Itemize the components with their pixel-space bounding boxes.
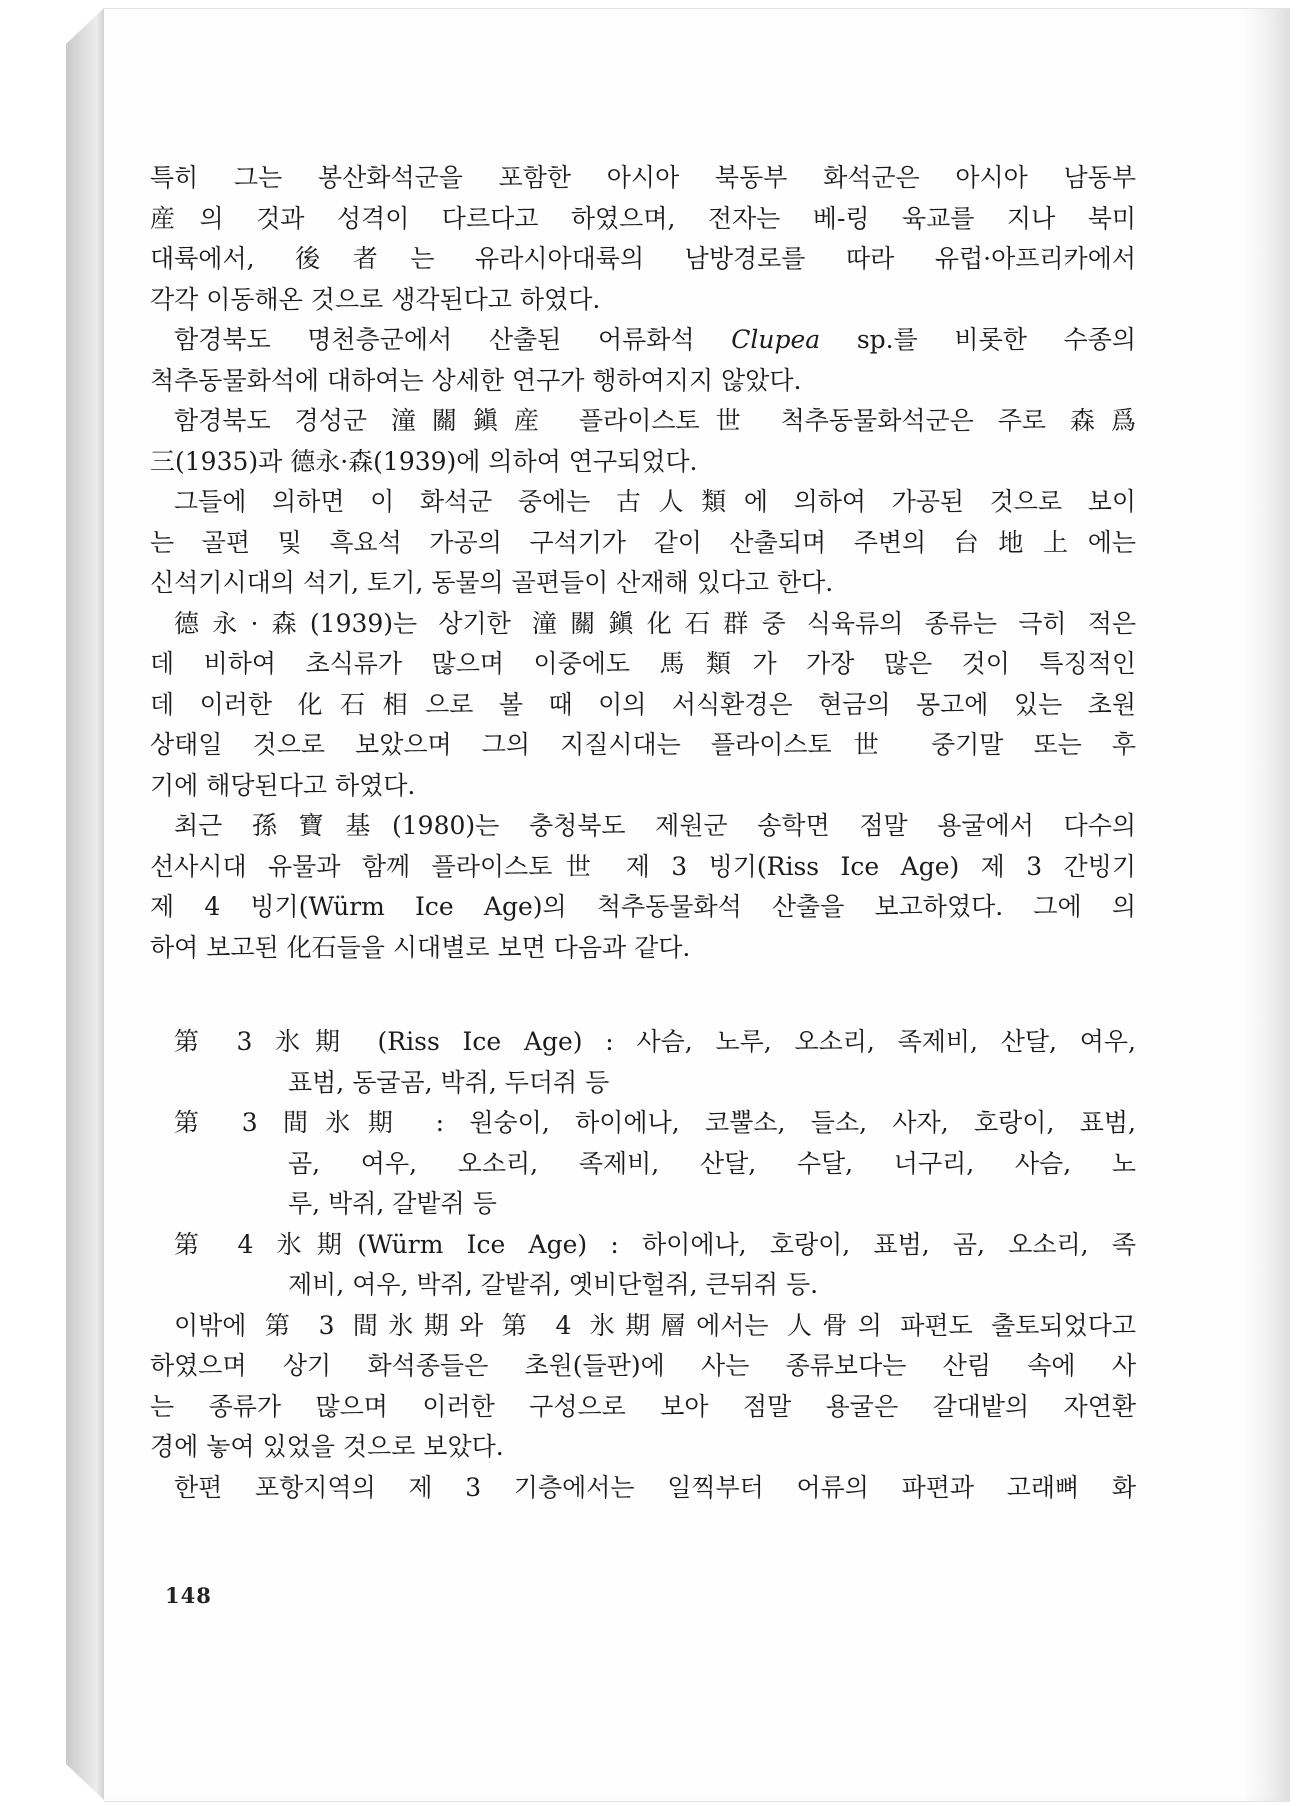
text-line: 기에 해당된다고 하였다. <box>150 770 416 800</box>
paragraph-3 <box>150 401 1136 482</box>
section-gap <box>150 968 1136 1022</box>
text-line: 표범, 동굴곰, 박쥐, 두더쥐 등 <box>288 1067 610 1097</box>
text-line: 第 4 氷期(Würm Ice Age) : 하이에나, 호랑이, 표범, 곰, 오소리, 족 <box>174 1229 1136 1259</box>
species-name: Clupea <box>731 325 821 354</box>
text-line: 하였으며 상기 화석종들은 초원(들판)에 사는 종류보다는 산림 속에 사 <box>150 1351 1136 1380</box>
text-line <box>150 320 1136 361</box>
text-line: 루, 박쥐, 갈밭쥐 등 <box>288 1189 497 1218</box>
text-line: 곰, 여우, 오소리, 족제비, 산달, 수달, 너구리, 사슴, 노 <box>288 1148 1136 1178</box>
fauna-list-item-wurm <box>174 1225 1136 1306</box>
paragraph-2 <box>150 320 1136 401</box>
text-line: 경에 놓여 있었을 것으로 보았다. <box>150 1432 504 1461</box>
body-text <box>150 158 1136 1508</box>
paragraph-6 <box>150 806 1136 968</box>
text-line: 이밖에 第 3 間氷期와 第 4 氷期層에서는 人骨의 파편도 출토되었다고 <box>174 1310 1136 1340</box>
text-line: 최근 孫寶基(1980)는 충청북도 제원군 송학면 점말 용굴에서 다수의 <box>174 811 1136 840</box>
text-line: 는 골편 및 흑요석 가공의 구석기가 같이 산출되며 주변의 台地上에는 <box>150 527 1136 557</box>
text-line: 상태일 것으로 보았으며 그의 지질시대는 플라이스토世 중기말 또는 후 <box>150 730 1136 759</box>
text-line: 제 4 빙기(Würm Ice Age)의 척추동물화석 산출을 보고하였다. 그에 의 <box>150 892 1136 921</box>
text-fragment: sp.를 비롯한 수종의 <box>820 325 1137 354</box>
text-line: 第 3 間氷期 : 원숭이, 하이에나, 코뿔소, 들소, 사자, 호랑이, 표범, <box>174 1108 1136 1137</box>
page-edge-shade <box>1244 9 1290 1801</box>
text-line: 는 종류가 많으며 이러한 구성으로 보아 점말 용굴은 갈대밭의 자연환 <box>150 1391 1136 1421</box>
text-line: 대륙에서, 後者는 유라시아대륙의 남방경로를 따라 유럽·아프리카에서 <box>150 244 1136 273</box>
text-line: 한편 포항지역의 제 3 기층에서는 일찍부터 어류의 파편과 고래뼈 화 <box>174 1472 1136 1502</box>
text-line: 그들에 의하면 이 화석군 중에는 古人類에 의하여 가공된 것으로 보이 <box>174 487 1136 516</box>
text-line: 하여 보고된 化石들을 시대별로 보면 다음과 같다. <box>150 932 691 962</box>
text-line: 三(1935)과 德永·森(1939)에 의하여 연구되었다. <box>150 446 698 476</box>
fauna-list-item-riss <box>174 1022 1136 1103</box>
text-fragment: 함경북도 명천층군에서 산출된 어류화석 <box>174 325 732 354</box>
paragraph-1 <box>150 158 1136 320</box>
text-line: 데 비하여 초식류가 많으며 이중에도 馬類가 가장 많은 것이 특징적인 <box>150 649 1136 678</box>
text-line: 함경북도 경성군 潼關鎭産 플라이스토世 척추동물화석군은 주로 森爲 <box>174 406 1136 435</box>
text-line: 産의 것과 성격이 다르다고 하였으며, 전자는 베-링 육교를 지나 북미 <box>150 203 1136 233</box>
paragraph-5 <box>150 604 1136 807</box>
text-line: 데 이러한 化石相으로 볼 때 이의 서식환경은 현금의 몽고에 있는 초원 <box>150 689 1136 719</box>
text-line: 신석기시대의 석기, 토기, 동물의 골편들이 산재해 있다고 한다. <box>150 568 834 597</box>
paragraph-7 <box>150 1306 1136 1468</box>
text-line: 선사시대 유물과 함께 플라이스토世 제 3 빙기(Riss Ice Age) 제 3 간빙기 <box>150 851 1136 881</box>
paragraph-4 <box>150 482 1136 604</box>
text-line: 각각 이동해온 것으로 생각된다고 하였다. <box>150 284 601 314</box>
text-line: 특히 그는 봉산화석군을 포함한 아시아 북동부 화석군은 아시아 남동부 <box>150 163 1136 192</box>
fauna-list-item-interglacial <box>174 1103 1136 1225</box>
text-line: 척추동물화석에 대하여는 상세한 연구가 행하여지지 않았다. <box>150 365 802 395</box>
page-number: 148 <box>165 1583 212 1608</box>
text-line: 第 3 氷期 (Riss Ice Age) : 사슴, 노루, 오소리, 족제비, 산달, 여우, <box>174 1027 1136 1056</box>
book-spine-edge <box>66 8 104 1800</box>
text-line: 德永·森(1939)는 상기한 潼關鎭化石群중 식육류의 종류는 극히 적은 <box>174 608 1136 638</box>
paragraph-8 <box>150 1468 1136 1509</box>
text-line: 제비, 여우, 박쥐, 갈밭쥐, 옛비단헐쥐, 큰뒤쥐 등. <box>288 1270 819 1299</box>
